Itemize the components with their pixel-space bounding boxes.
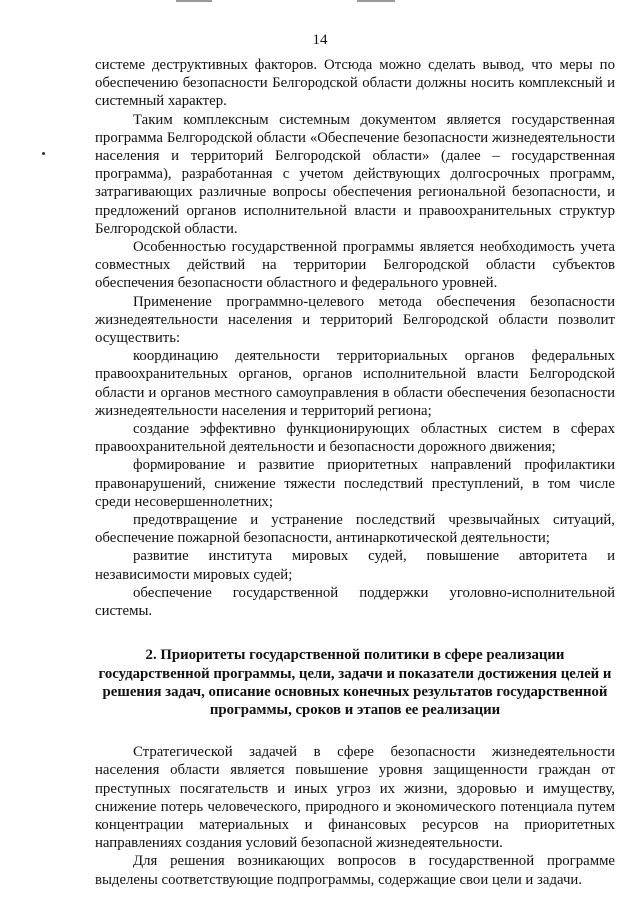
section-heading: 2. Приоритеты государственной политики в сфере реализации государственной программы, цели, задачи и показатели достижения целей и решения задач, описание основных конечных результатов государственной программы, сроков и этапов ее реализации xyxy=(98,647,612,718)
list-item: обеспечение государственной поддержки уголовно-исполнительной системы. xyxy=(95,584,615,620)
list-item: создание эффективно функционирующих областных систем в сферах правоохранительной деятельности и безопасности дорожного движения; xyxy=(95,421,615,456)
list-item: предотвращение и устранение последствий чрезвычайных ситуаций, обеспечение пожарной безопасности, антинаркотической деятельности; xyxy=(95,512,615,547)
scan-mark xyxy=(357,0,395,2)
paragraph: Стратегической задачей в сфере безопасности жизнедеятельности населения области является повышение уровня защищенности граждан от преступных посягательств и иных угроз их жизни, здоровью и имуществу, снижение потерь человеческого, природного и экономического потенциала путем концентрации материальных и финансовых ресурсов на приоритетных направлениях создания условий безопасной жизнедеятельности. xyxy=(95,744,615,852)
scan-mark xyxy=(176,0,212,2)
page-number: 14 xyxy=(312,32,328,48)
list-item: развитие института мировых судей, повышение авторитета и независимости мировых судей; xyxy=(95,548,615,583)
document-body xyxy=(95,56,615,889)
paragraph: Таким комплексным системным документом является государственная программа Белгородской области «Обеспечение безопасности жизнедеятельности населения и территорий Белгородской области» (далее – государственная программа), разработанная с учетом действующих долгосрочных программ, затрагивающих различные вопросы обеспечения региональной безопасности, и предложений органов исполнительной власти и правоохранительных структур Белгородской области. xyxy=(95,111,615,237)
paragraph: Особенностью государственной программы является необходимость учета совместных действий на территории Белгородской области субъектов обеспечения безопасности областного и федерального уровней. xyxy=(95,239,615,292)
paragraph: Для решения возникающих вопросов в государственной программе выделены соответствующие подпрограммы, содержащие свои цели и задачи. xyxy=(95,853,615,888)
paragraph: системе деструктивных факторов. Отсюда можно сделать вывод, что меры по обеспечению безопасности Белгородской области должны носить комплексный и системный характер. xyxy=(95,57,615,110)
paragraph: Применение программно-целевого метода обеспечения безопасности жизнедеятельности населения и территорий Белгородской области позволит осуществить: xyxy=(95,293,615,347)
list-item: формирование и развитие приоритетных направлений профилактики правонарушений, снижение тяжести последствий преступлений, в том числе среди несовершеннолетних; xyxy=(95,457,615,510)
list-item: координацию деятельности территориальных органов федеральных правоохранительных органов, органов исполнительной власти Белгородской области и органов местного самоуправления в области обеспечения безопасности жизнедеятельности населения и территорий региона; xyxy=(95,348,615,419)
scan-dot xyxy=(42,152,45,155)
